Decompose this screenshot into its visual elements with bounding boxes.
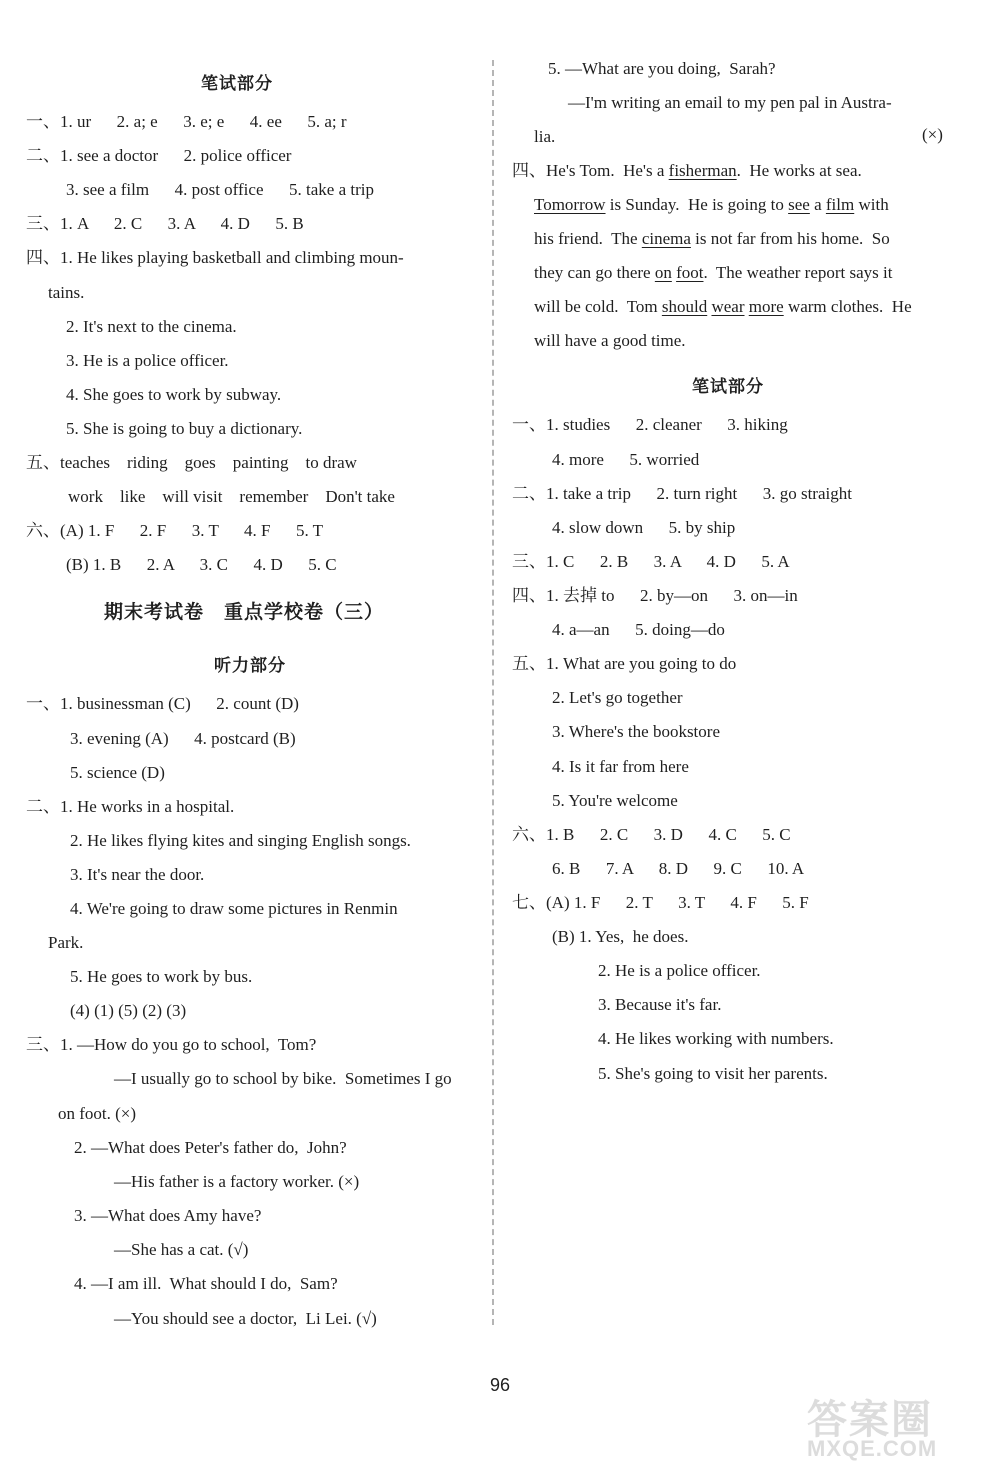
underlined-word: wear [711,297,745,316]
listening-section-heading: 听力部分 [214,656,286,675]
answer-line: 六、1. B 2. C 3. D 4. C 5. C [512,825,791,844]
answer-line: 一、1. studies 2. cleaner 3. hiking [512,415,788,434]
answer-line: 3. He is a police officer. [66,351,229,370]
answer-mark: (×) [922,125,943,144]
answer-line: Park. [48,933,84,952]
passage-line: will have a good time. [534,331,686,350]
answer-line: 4. —I am ill. What should I do, Sam? [74,1274,338,1293]
answer-line: 3. evening (A) 4. postcard (B) [70,729,296,748]
answer-line: 五、teaches riding goes painting to draw [26,453,357,472]
answer-line: 3. see a film 4. post office 5. take a trip [66,180,374,199]
watermark-url: MXQE.COM [807,1436,938,1461]
answer-line: 六、(A) 1. F 2. F 3. T 4. F 5. T [26,521,324,540]
answer-line: —His father is a factory worker. (×) [114,1172,360,1191]
written-section-heading: 笔试部分 [692,377,764,396]
answer-line: 4. We're going to draw some pictures in Renmin [70,899,398,918]
answer-line: 4. a—an 5. doing—do [552,620,725,639]
answer-line: (4) (1) (5) (2) (3) [70,1001,187,1020]
underlined-word: Tomorrow [534,195,606,214]
answer-line: 5. —What are you doing, Sarah? [548,59,776,78]
answer-line: 3. Where's the bookstore [552,722,720,741]
answer-line: 4. slow down 5. by ship [552,518,736,537]
page-number: 96 [489,1375,511,1395]
answer-line: —You should see a doctor, Li Lei. (√) [114,1309,377,1328]
answer-line: 5. She's going to visit her parents. [598,1064,828,1083]
answer-line: 6. B 7. A 8. D 9. C 10. A [552,859,805,878]
answer-line: 5. He goes to work by bus. [70,967,253,986]
watermark-glyphs: 答案圈 [807,1397,933,1443]
column-divider [492,60,494,1325]
answer-line: 三、1. A 2. C 3. A 4. D 5. B [26,214,304,233]
answer-line: —She has a cat. (√) [114,1240,249,1259]
answer-line: 四、1. He likes playing basketball and climbing moun- [26,248,404,267]
answer-line: 5. science (D) [70,763,165,782]
answer-line: 2. He likes flying kites and singing English songs. [70,831,411,850]
answer-line: 2. It's next to the cinema. [66,317,237,336]
answer-line: 5. You're welcome [552,791,678,810]
answer-line: (B) 1. B 2. A 3. C 4. D 5. C [66,555,337,574]
answer-line: 4. Is it far from here [552,757,689,776]
passage-line: Tomorrow is Sunday. He is going to see a film with [534,195,889,214]
answer-line: lia. [534,127,556,146]
answer-line: —I usually go to school by bike. Sometimes I go [114,1069,452,1088]
answer-line: on foot. (×) [58,1104,137,1123]
underlined-word: fisherman [668,161,737,180]
underlined-word: foot [676,263,704,282]
answer-line: 5. She is going to buy a dictionary. [66,419,303,438]
answer-line: 一、1. ur 2. a; e 3. e; e 4. ee 5. a; r [26,112,347,131]
answer-line: 三、1. —How do you go to school, Tom? [26,1035,317,1054]
answer-line: 二、1. take a trip 2. turn right 3. go straight [512,484,852,503]
answer-line: 4. He likes working with numbers. [598,1029,834,1048]
answer-line: 七、(A) 1. F 2. T 3. T 4. F 5. F [512,893,809,912]
answer-line: 3. —What does Amy have? [74,1206,262,1225]
exam-title: 期末考试卷 重点学校卷（三） [104,602,385,623]
answer-line: 3. It's near the door. [70,865,205,884]
answer-line: 2. —What does Peter's father do, John? [74,1138,347,1157]
answer-line: —I'm writing an email to my pen pal in Austra- [568,93,892,112]
answer-line: 2. He is a police officer. [598,961,761,980]
written-section-heading: 笔试部分 [201,74,273,93]
passage-line: will be cold. Tom should wear more warm clothes. He [534,297,912,316]
answer-line: 三、1. C 2. B 3. A 4. D 5. A [512,552,790,571]
answer-line: 二、1. see a doctor 2. police officer [26,146,292,165]
answer-line: 2. Let's go together [552,688,683,707]
passage-line: they can go there on foot. The weather report says it [534,263,893,282]
underlined-word: film [825,195,855,214]
answer-line: (B) 1. Yes, he does. [552,927,689,946]
watermark-logo [807,1388,992,1466]
answer-line: 4. She goes to work by subway. [66,385,282,404]
answer-line: 3. Because it's far. [598,995,722,1014]
underlined-word: on [654,263,672,282]
underlined-word: should [661,297,708,316]
answer-line: 四、1. 去掉 to 2. by—on 3. on—in [512,586,798,605]
answer-line: 4. more 5. worried [552,450,700,469]
answer-line: 五、1. What are you going to do [512,654,737,673]
answer-line: work like will visit remember Don't take [68,487,395,506]
answer-line: tains. [48,283,85,302]
passage-line: his friend. The cinema is not far from his home. So [534,229,890,248]
underlined-word: more [748,297,784,316]
passage-line: 四、He's Tom. He's a fisherman. He works at sea. [512,161,862,180]
underlined-word: cinema [641,229,691,248]
underlined-word: see [788,195,810,214]
answer-line: 二、1. He works in a hospital. [26,797,235,816]
answer-line: 一、1. businessman (C) 2. count (D) [26,694,299,713]
